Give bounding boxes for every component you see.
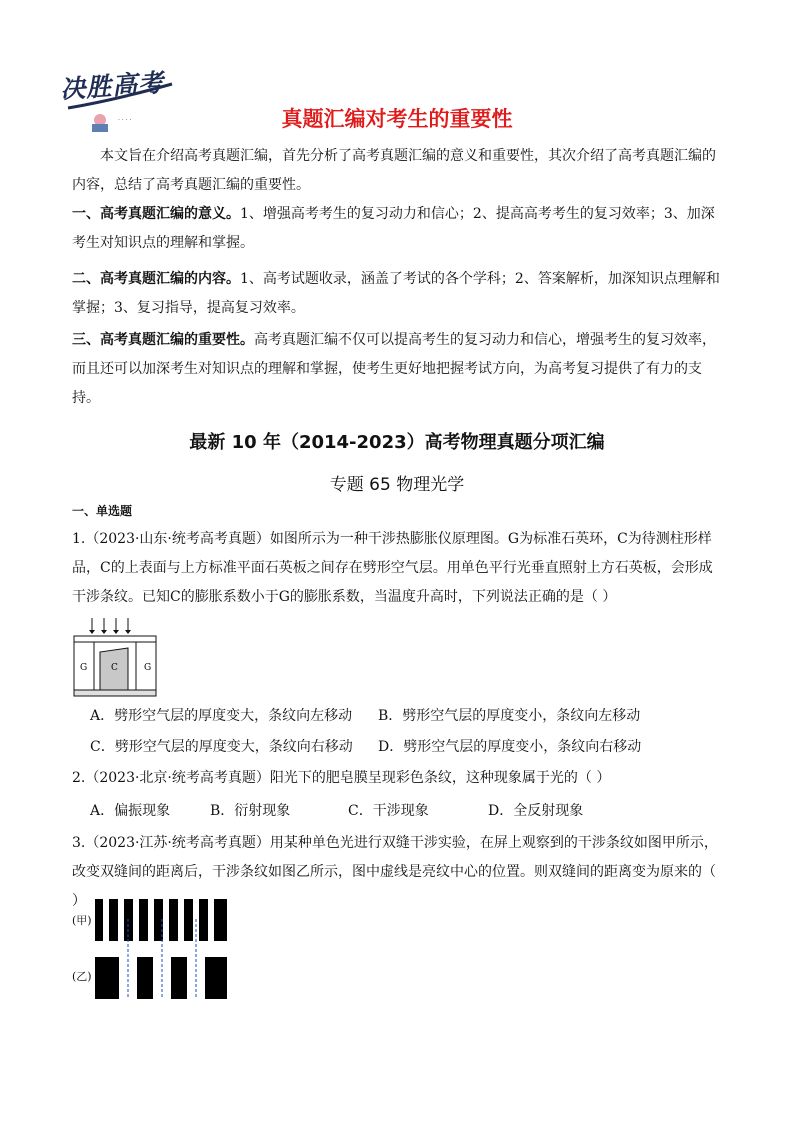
section-1-heading: 一、高考真题汇编的意义。 — [72, 206, 240, 222]
svg-text:· · · ·: · · · · — [118, 117, 132, 124]
section-2 — [72, 265, 724, 323]
section-1-body: 1、增强高考考生的复习动力和信心；2、提高高考考生的复习效率；3、加深考生对知识点的理解和掌握。 — [72, 206, 715, 251]
question-1-stem: 1.（2023·山东·统考高考真题）如图所示为一种干涉热膨胀仪原理图。G为标准石英环，C为待测柱形样品，C的上表面与上方标准平面石英板之间存在劈形空气层。用单色平行光垂直照射上方石英板，会形成干涉条纹。已知C的膨胀系数小于G的膨胀系数，当温度升高时，下列说法正确的是（ ） — [72, 531, 713, 605]
logo-text: 决胜高考 — [59, 67, 166, 105]
q2-option-d: D．全反射现象 — [488, 803, 584, 819]
section-3-body: 高考真题汇编不仅可以提高考生的复习动力和信心，增强考生的复习效率，而且还可以加深考生对知识点的理解和掌握，使考生更好地把握考试方向，为高考复习提供了有力的支持。 — [72, 332, 716, 406]
q1-option-d: D．劈形空气层的厚度变小，条纹向右移动 — [378, 739, 642, 755]
question-3-stem: 3.（2023·江苏·统考高考真题）用某种单色光进行双缝干涉实验，在屏上观察到的干涉条纹如图甲所示，改变双缝间的距离后，干涉条纹如图乙所示，图中虚线是亮纹中心的位置。则双缝间的距离变为原来的（ ） — [72, 835, 718, 909]
doc-title: 真题汇编对考生的重要性 — [281, 107, 513, 131]
main-heading: 最新 10 年（2014-2023）高考物理真题分项汇编 — [189, 432, 605, 453]
q1-figure-label-c: C — [111, 663, 118, 673]
q1-option-a: A．劈形空气层的厚度变大，条纹向左移动 — [90, 708, 353, 724]
section-2-body: 1、高考试题收录，涵盖了考试的各个学科；2、答案解析，加深知识点理解和掌握；3、复习指导，提高复习效率。 — [72, 271, 720, 316]
sub-heading: 专题 65 物理光学 — [329, 475, 465, 495]
q1-option-c: C．劈形空气层的厚度变大，条纹向右移动 — [90, 739, 353, 755]
section-3 — [72, 326, 724, 413]
part-label: 一、单选题 — [72, 504, 133, 518]
q3-figure-label-b: (乙) — [72, 970, 92, 983]
q2-option-a: A．偏振现象 — [90, 803, 171, 819]
q1-option-b: B．劈形空气层的厚度变小，条纹向左移动 — [378, 708, 641, 724]
q1-figure — [72, 616, 158, 698]
q2-option-c: C．干涉现象 — [348, 803, 429, 819]
q1-figure-label-g-left: G — [80, 663, 88, 673]
q1-figure-label-g-right: G — [144, 663, 152, 673]
q2-option-b: B．衍射现象 — [210, 803, 291, 819]
intro-paragraph: 本文旨在介绍高考真题汇编，首先分析了高考真题汇编的意义和重要性，其次介绍了高考真题汇编的内容，总结了高考真题汇编的重要性。 — [72, 148, 716, 193]
section-1 — [72, 200, 724, 258]
q3-figure-label-a: (甲) — [72, 914, 92, 927]
fringe-pattern-a — [95, 899, 227, 941]
fringe-pattern-b — [95, 957, 227, 999]
question-2-stem: 2.（2023·北京·统考高考真题）阳光下的肥皂膜呈现彩色条纹，这种现象属于光的（ ） — [72, 770, 611, 786]
section-3-heading: 三、高考真题汇编的重要性。 — [72, 332, 254, 348]
section-2-heading: 二、高考真题汇编的内容。 — [72, 271, 240, 287]
q3-figure — [95, 899, 227, 999]
